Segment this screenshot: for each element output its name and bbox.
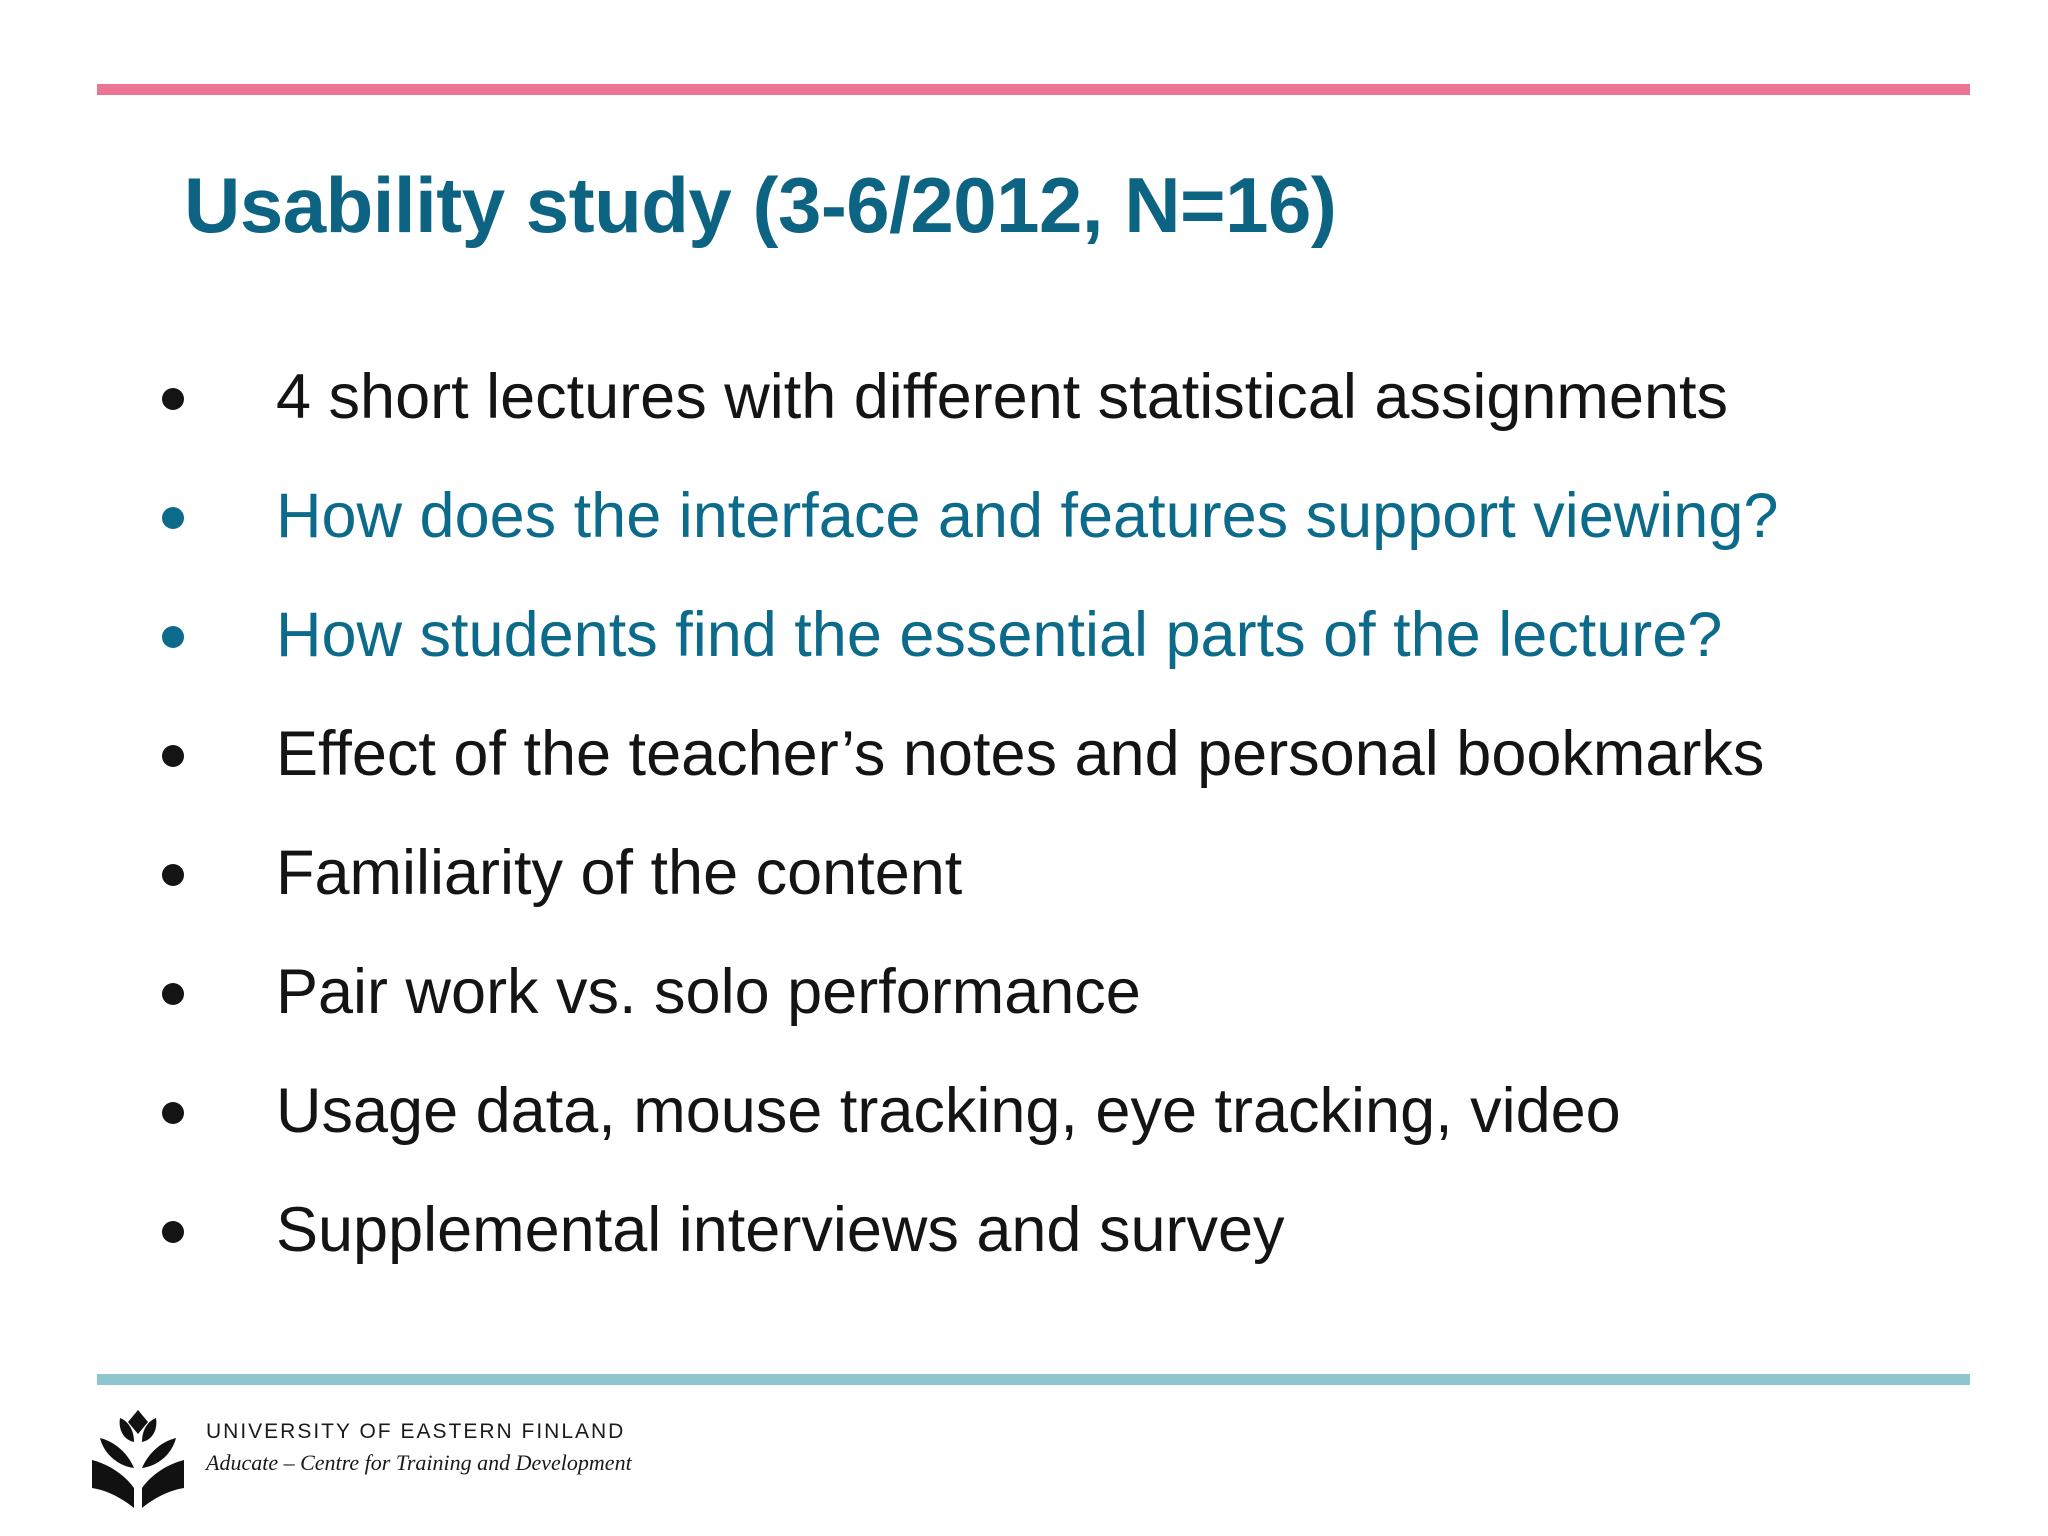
bullet-item <box>0 695 2048 814</box>
footer-unit-name: Aducate – Centre for Training and Development <box>206 1450 632 1475</box>
footer-university-name: UNIVERSITY OF EASTERN FINLAND <box>206 1420 626 1443</box>
bullet-item <box>0 1171 2048 1290</box>
bullet-dot-icon <box>162 745 184 767</box>
bullet-dot-icon <box>162 864 184 886</box>
bullet-text: 4 short lectures with different statistical assignments <box>276 362 1728 432</box>
bullet-item <box>0 814 2048 933</box>
bullet-text: Effect of the teacher’s notes and personal bookmarks <box>276 719 1765 789</box>
bullet-item <box>0 1052 2048 1171</box>
bullet-item <box>0 457 2048 576</box>
bullet-text: How students find the essential parts of the lecture? <box>276 600 1723 670</box>
bullet-text: Usage data, mouse tracking, eye tracking, video <box>276 1076 1621 1146</box>
university-logo-icon <box>90 1408 186 1510</box>
bullet-text: Pair work vs. solo performance <box>276 957 1141 1027</box>
bullet-dot-icon <box>162 1221 184 1243</box>
bullet-item <box>0 576 2048 695</box>
bullet-text: Familiarity of the content <box>276 838 963 908</box>
bullet-dot-icon <box>162 507 184 529</box>
bullet-item <box>0 933 2048 1052</box>
bullet-dot-icon <box>162 626 184 648</box>
bullet-list <box>0 338 2048 1290</box>
bullet-text: How does the interface and features support viewing? <box>276 481 1779 551</box>
bullet-item <box>0 338 2048 457</box>
slide-title: Usability study (3-6/2012, N=16) <box>184 161 1337 249</box>
bullet-dot-icon <box>162 1102 184 1124</box>
bullet-text: Supplemental interviews and survey <box>276 1195 1285 1265</box>
bullet-dot-icon <box>162 388 184 410</box>
bottom-divider-line <box>97 1374 1970 1385</box>
top-divider-line <box>97 84 1970 95</box>
bullet-dot-icon <box>162 983 184 1005</box>
